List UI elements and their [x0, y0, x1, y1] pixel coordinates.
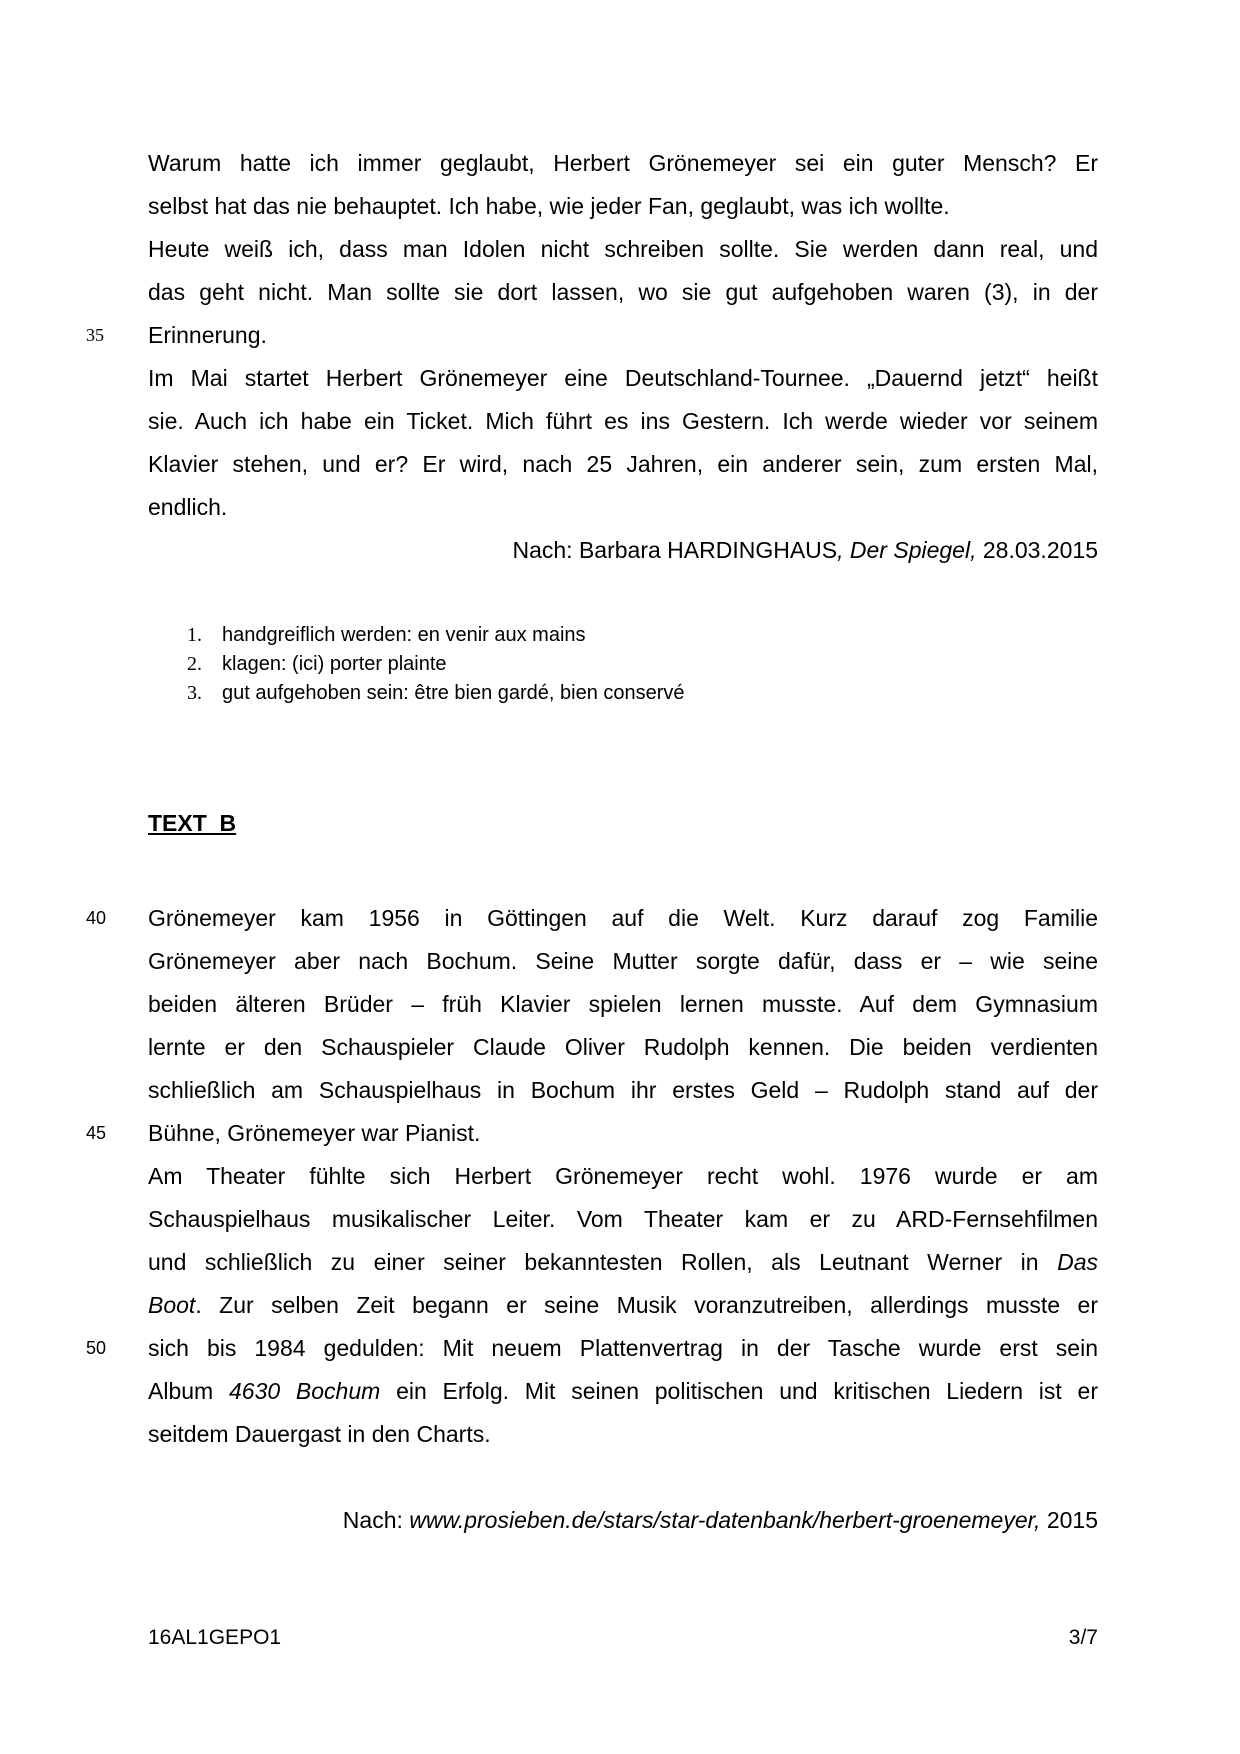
line-number-35: 35	[86, 325, 104, 345]
footnote-1-number: 1.	[187, 624, 202, 646]
film-title-boot: Boot	[148, 1292, 196, 1318]
text-b-line-13: seitdem Dauergast in den Charts.	[148, 1421, 491, 1447]
text-b-line-12-rest: ein Erfolg. Mit seinen politischen und kritischen Liedern ist er	[396, 1378, 1098, 1404]
source-author: Nach: Barbara HARDINGHAUS	[512, 537, 838, 563]
source-b-url: www.prosieben.de/stars/star-datenbank/herbert-groenemeyer,	[409, 1507, 1041, 1533]
footnote-2-number: 2.	[187, 653, 202, 675]
line-number-45: 45	[86, 1123, 107, 1143]
text-b-line-4: lernte er den Schauspieler Claude Oliver Rudolph kennen. Die beiden verdienten	[148, 1034, 1098, 1060]
source-b-year: 2015	[1046, 1507, 1098, 1533]
footnote-3-text: gut aufgehoben sein: être bien gardé, bien conservé	[222, 682, 685, 704]
text-a-line-1: Warum hatte ich immer geglaubt, Herbert Grönemeyer sei ein guter Mensch? Er	[148, 150, 1098, 176]
text-b-line-9-main: und schließlich zu einer seiner bekanntesten Rollen, als Leutnant Werner in	[148, 1249, 1039, 1275]
footnote-1-text: handgreiflich werden: en venir aux mains	[222, 624, 586, 646]
text-b-heading: TEXT B	[148, 810, 237, 836]
text-a-line-6: Im Mai startet Herbert Grönemeyer eine Deutschland-Tournee. „Dauernd jetzt“ heißt	[148, 365, 1098, 391]
text-b-line-1: Grönemeyer kam 1956 in Göttingen auf die Welt. Kurz darauf zog Familie	[148, 905, 1098, 931]
text-a-line-3: Heute weiß ich, dass man Idolen nicht schreiben sollte. Sie werden dann real, und	[148, 236, 1098, 262]
footnote-2-text: klagen: (ici) porter plainte	[222, 653, 447, 675]
source-date: 28.03.2015	[982, 537, 1098, 563]
text-b-line-10-rest: . Zur selben Zeit begann er seine Musik voranzutreiben, allerdings musste er	[195, 1292, 1098, 1318]
text-b-line-9	[148, 1241, 1098, 1284]
text-b-line-12	[148, 1370, 1098, 1413]
text-a-line-4: das geht nicht. Man sollte sie dort lassen, wo sie gut aufgehoben waren (3), in der	[148, 279, 1098, 305]
source-comma: ,	[837, 537, 844, 563]
source-publication: Der Spiegel,	[849, 537, 977, 563]
text-b-line-3: beiden älteren Brüder – früh Klavier spielen lernen musste. Auf dem Gymnasium	[148, 991, 1098, 1017]
text-a-line-2: selbst hat das nie behauptet. Ich habe, wie jeder Fan, geglaubt, was ich wollte.	[148, 193, 950, 219]
footer-document-code: 16AL1GEPO1	[148, 1626, 282, 1649]
text-b-line-5: schließlich am Schauspielhaus in Bochum ihr erstes Geld – Rudolph stand auf der	[148, 1077, 1098, 1103]
text-b-source	[343, 1499, 1098, 1542]
text-a-line-8: Klavier stehen, und er? Er wird, nach 25 Jahren, ein anderer sein, zum ersten Mal,	[148, 451, 1098, 477]
text-b-line-11: sich bis 1984 gedulden: Mit neuem Plattenvertrag in der Tasche wurde erst sein	[148, 1335, 1098, 1361]
text-b-line-12-start: Album	[148, 1378, 214, 1404]
text-a-line-7: sie. Auch ich habe ein Ticket. Mich führt es ins Gestern. Ich werde wieder vor seinem	[148, 408, 1098, 434]
text-b-line-2: Grönemeyer aber nach Bochum. Seine Mutter sorgte dafür, dass er – wie seine	[148, 948, 1098, 974]
footer-page-number: 3/7	[1068, 1626, 1098, 1649]
footnote-3-number: 3.	[187, 682, 202, 704]
text-b-line-6: Bühne, Grönemeyer war Pianist.	[148, 1120, 481, 1146]
album-title: 4630 Bochum	[228, 1378, 381, 1404]
text-b-line-10	[148, 1284, 1098, 1327]
text-a-source	[512, 529, 1098, 572]
line-number-50: 50	[86, 1338, 107, 1358]
text-b-line-7: Am Theater fühlte sich Herbert Grönemeyer recht wohl. 1976 wurde er am	[148, 1163, 1098, 1189]
text-b-line-8: Schauspielhaus musikalischer Leiter. Vom Theater kam er zu ARD-Fernsehfilmen	[148, 1206, 1098, 1232]
line-number-40: 40	[86, 908, 107, 928]
film-title-das: Das	[1057, 1249, 1099, 1275]
text-a-line-9: endlich.	[148, 494, 228, 520]
source-b-prefix: Nach:	[342, 1507, 403, 1533]
text-a-line-5: Erinnerung.	[148, 322, 267, 348]
